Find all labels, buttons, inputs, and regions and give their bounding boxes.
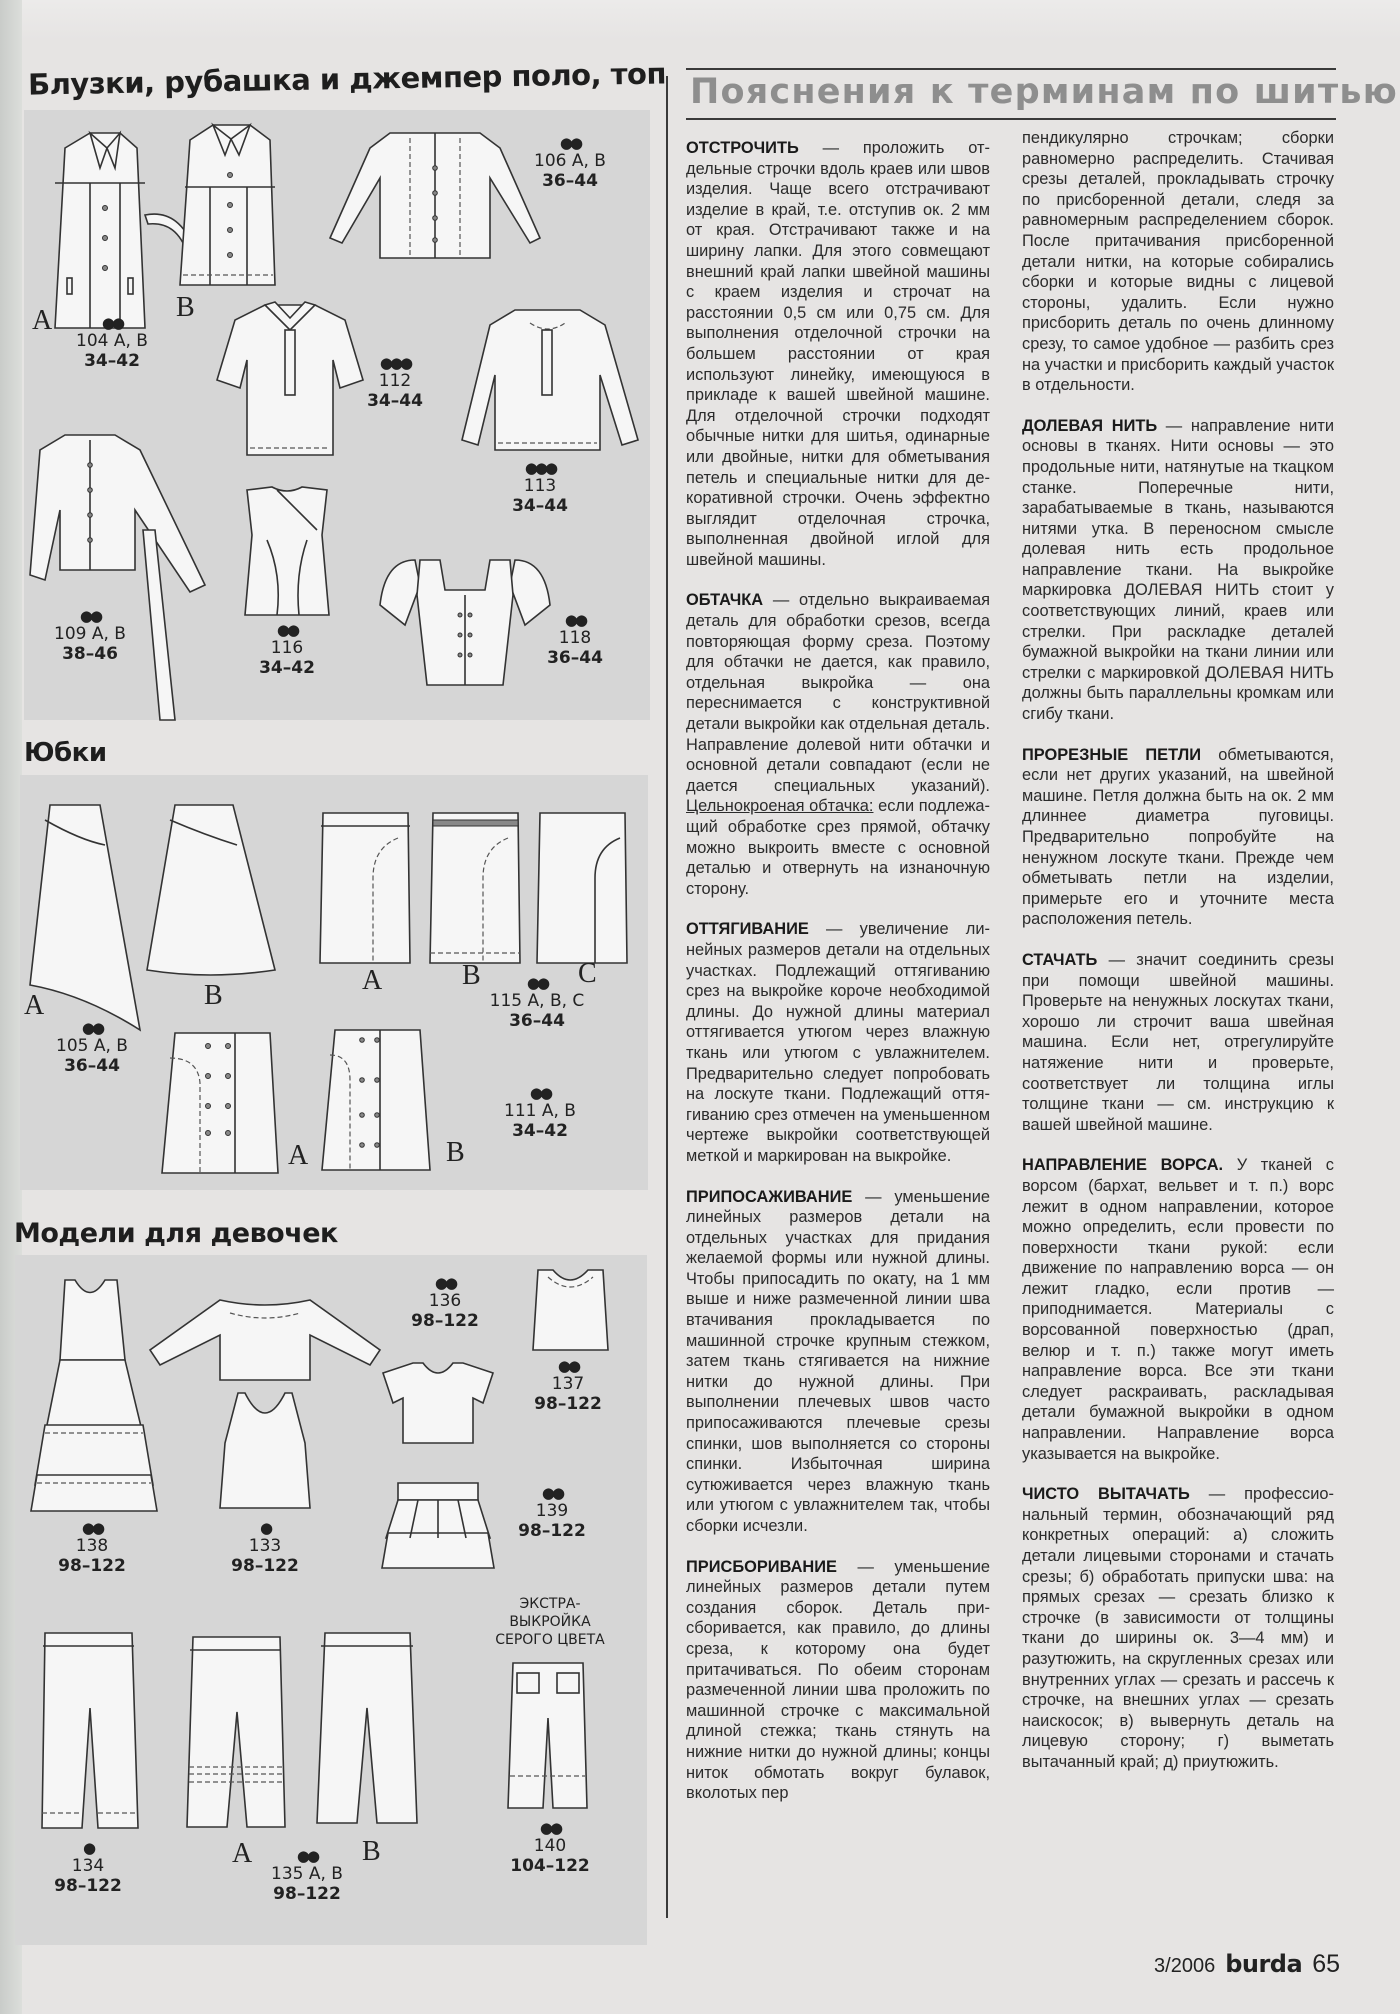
- difficulty-dots: ●●: [81, 1519, 103, 1537]
- model-number: 106 A, B: [534, 151, 606, 172]
- difficulty-dots: ●●: [529, 1084, 551, 1102]
- term: ПРИСБОРИВАНИЕ: [686, 1557, 837, 1576]
- title-rule-top: [686, 68, 1336, 70]
- model-label-140: [505, 1820, 595, 1876]
- definition: — уменьшение линейных размеров детали на отдельных участках для придания желаемой формы или нужной длины. Чтобы припосадить по окату, на 1 мм выше и ниже размеченной линии шва втачивания прокладывается по машинной строчке крупным стежком, затем ткань стягивается на нижние нитки до нужной длины. При выполнении плечевых швов часто припосаживаются плечевые срезы спинки, шов выполняется со стороны спинки. Избыточная ширина сутюживается через влажную ткань или утюгом с увлажнителем так, чтобы сборки исчезли.: [686, 1187, 990, 1535]
- model-number: 136: [428, 1291, 462, 1312]
- variant-letter-b: B: [176, 292, 195, 323]
- size-range: 34–42: [512, 1120, 568, 1141]
- definition: — увеличение линейных размеров детали на отдельных участках. Подлежащий оттягиванию срез на выкройке короче необходимой длины. До нужной длины материал оттягивается утюгом через влажную ткань или утюгом с увлажнителем. Предварительно следует попробовать на лоскуте ткани. Подлежащий оттягиванию срез отмечен на уменьшенном чертеже выкройки соответствующей меткой и маркирован на выкройке.: [686, 920, 990, 1165]
- page-number: 65: [1312, 1950, 1340, 1978]
- sketch-140: [505, 1658, 590, 1813]
- definition: обметываются, если нет других указаний, на швейной машине. Петля должна быть на ок. 2 мм длиннее диаметра пуговицы. Предварительно попробуйте на ненужном лоскуте ткани. Прежде чем обметывать петли на изделии, примерьте его и уточните места расположения петель.: [1022, 745, 1334, 929]
- term: ОТТЯГИВАНИЕ: [686, 920, 809, 939]
- term: ПРОРЕЗНЫЕ ПЕТЛИ: [1022, 745, 1201, 764]
- section-title-girls: Модели для девочек: [14, 1218, 338, 1249]
- sketch-136: [145, 1295, 385, 1385]
- model-label-112: [360, 355, 430, 411]
- variant-letter-b: B: [204, 980, 223, 1011]
- size-range: 98–122: [273, 1883, 341, 1904]
- model-number: 138: [75, 1536, 109, 1557]
- variant-letter-b: B: [462, 960, 481, 991]
- sketch-135a: [185, 1632, 290, 1832]
- size-range: 36–44: [547, 647, 603, 668]
- sketch-135b: [315, 1628, 425, 1828]
- sketch-105b: [145, 800, 285, 975]
- sketch-138: [25, 1275, 160, 1515]
- sketch-111b: [320, 1025, 435, 1175]
- glossary-entry: [1022, 950, 1334, 1135]
- model-number: 104 A, B: [76, 331, 148, 352]
- sketch-115b: [428, 808, 523, 968]
- variant-letter-a: A: [32, 305, 53, 336]
- model-number: 105 A, B: [56, 1036, 128, 1057]
- sketch-115c: [535, 808, 630, 968]
- model-number: 135 A, B: [271, 1864, 343, 1885]
- variant-letter-c: C: [578, 958, 597, 989]
- model-label-106: [520, 135, 620, 191]
- difficulty-dots: ●●: [79, 607, 101, 625]
- model-number: 111 A, B: [504, 1101, 576, 1122]
- section-title-skirts: Юбки: [24, 738, 107, 768]
- size-range: 98–122: [411, 1310, 479, 1331]
- sketch-139: [378, 1478, 498, 1573]
- definition: У тканей с ворсом (бархат, вельвет и т. п.) ворс лежит в одном направлении, которое можно определить, если провести по поверхности ткани рукой: если движение по направлению ворса — он лежит гладко, если против — приподнимается. Материалы с ворсованной поверхностью (драп, велюр и т. п.) также могут иметь направление ворса. Все эти ткани следует раскраивать, раскладывая детали бумажной выкройки в одном направлении. Направление ворса указывается на выкройке.: [1022, 1156, 1334, 1463]
- size-range: 36–44: [64, 1055, 120, 1076]
- sketch-112: [215, 300, 365, 460]
- difficulty-dots: ●●●: [379, 354, 411, 372]
- issue-number: 3/2006: [1154, 1955, 1216, 1977]
- glossary-title: Пояснения к терминам по шитью: [690, 72, 1398, 112]
- model-number: 139: [535, 1501, 569, 1522]
- difficulty-dots: ●●: [539, 1819, 561, 1837]
- model-label-118: [540, 612, 610, 668]
- term: ПРИПОСАЖИВАНИЕ: [686, 1187, 853, 1206]
- difficulty-dots: ●: [259, 1519, 271, 1537]
- glossary-entry: [686, 138, 990, 570]
- difficulty-dots: ●●●: [524, 459, 556, 477]
- model-label-104: [72, 315, 152, 371]
- difficulty-dots: ●●: [541, 1484, 563, 1502]
- model-label-133: [225, 1520, 305, 1576]
- glossary-entry: [1022, 745, 1334, 930]
- sketch-133: [210, 1388, 320, 1513]
- size-range: 34–44: [512, 495, 568, 516]
- definition: — значит соединить срезы при помощи швейной машины. Проверьте на ненужных лоскутах ткани, хорошо ли строчит ваша швейная машина. Если нет, отрегулируйте натяжение нити и проверьте, соответствует ли толщина иглы толщине ткани — см. инструкцию к вашей швейной машине.: [1022, 950, 1334, 1134]
- sketch-106: [330, 128, 540, 268]
- definition: — отдельно выкраиваемая деталь для обработки срезов, всегда повторяющая форму среза. Поэтому для обтачки не дается, как правило, отдельная выкройка — она переснимается с конструктивной детали выкройки как отдельная деталь. Направление долевой нити обтачки и основной детали совпадают (если не дается специальных указаний).: [686, 591, 990, 795]
- difficulty-dots: ●●: [557, 1357, 579, 1375]
- glossary-entry: [686, 1557, 990, 1804]
- term: ЧИСТО ВЫТАЧАТЬ: [1022, 1485, 1190, 1504]
- sketch-104b: [175, 125, 285, 290]
- underlined-subterm: Цельнокроеная обтачка:: [686, 797, 874, 816]
- glossary-entry: [1022, 1484, 1334, 1772]
- variant-letter-b: B: [362, 1836, 381, 1867]
- sketch-girls-top: [378, 1358, 498, 1448]
- model-label-109: [45, 608, 135, 664]
- model-label-116: [252, 622, 322, 678]
- definition: если подлежащий обработке срез прямой, обтачку можно выкроить вместе с основной деталью и отвернуть на изнаночную сторону.: [686, 797, 990, 898]
- difficulty-dots: ●●: [276, 621, 298, 639]
- size-range: 104–122: [510, 1855, 590, 1876]
- model-label-137: [528, 1358, 608, 1414]
- sketch-109: [30, 430, 210, 720]
- glossary-entry: [1022, 416, 1334, 725]
- size-range: 98–122: [231, 1555, 299, 1576]
- size-range: 34–44: [367, 390, 423, 411]
- definition: — проложить отдельные строчки вдоль краев или швов изделия. Чаще всего отстрачивают изделие в край, т.е. отступив ок. 2 мм от края. Отстрачивают также и на ширину лапки. Для этого совмещают внешний край лапки швейной машины с краем изделия и строчат на расстоянии 0,5 см или 0,75 см. Для выполнения отделочной строчки на большем расстоянии от края используют линейку, имеющуюся в прикладе к вашей швейной машине. Для отделочной строчки подходят обычные нитки для шитья, одинарные или двойные, нитки для обметывания петель и специальные нитки для декоративной строчки. Очень эффектно выглядит отделочная строчка, выполненная двойной иглой для швейной машины.: [686, 139, 990, 569]
- size-range: 34–42: [259, 657, 315, 678]
- sketch-137: [528, 1265, 613, 1355]
- model-number: 134: [71, 1856, 105, 1877]
- model-label-139: [512, 1485, 592, 1541]
- difficulty-dots: ●●: [559, 134, 581, 152]
- column-divider: [666, 76, 668, 1918]
- difficulty-dots: ●●: [564, 611, 586, 629]
- sketch-118: [375, 555, 555, 695]
- sketch-113: [460, 305, 640, 455]
- term: ОБТАЧКА: [686, 591, 764, 610]
- term: СТАЧАТЬ: [1022, 950, 1098, 969]
- definition: — уменьшение линейных размеров детали путем создания сборок. Деталь присборивается, как правило, до длины среза, к которому она будет притачиваться. По обеим сторонам размеченной линии шва проложить по машинной строчке с максимальной длиной стежка; ткань стянуть на нижние нитки до нужной длины; концы ниток обмотать вокруг булавок, вколотых пер: [686, 1557, 990, 1803]
- extra-note-line: СЕРОГО ЦВЕТА: [495, 1632, 605, 1649]
- term: ДОЛЕВАЯ НИТЬ: [1022, 416, 1158, 435]
- model-label-134: [48, 1840, 128, 1896]
- sketch-134: [40, 1628, 140, 1833]
- model-label-113: [505, 460, 575, 516]
- page-top-margin: [22, 0, 1400, 40]
- glossary-entry: [686, 919, 990, 1166]
- page-footer: [1154, 1950, 1340, 1979]
- difficulty-dots: ●●: [81, 1019, 103, 1037]
- model-number: 137: [551, 1374, 585, 1395]
- variant-letter-a: A: [24, 990, 45, 1021]
- glossary-entry: [686, 590, 990, 899]
- sketch-115a: [318, 808, 413, 968]
- section-title-blouses: Блузки, рубашка и джемпер поло, топ: [27, 56, 667, 102]
- difficulty-dots: ●●: [526, 974, 548, 992]
- extra-note-line: ВЫКРОЙКА: [509, 1614, 591, 1631]
- difficulty-dots: ●: [82, 1839, 94, 1857]
- model-number: 133: [248, 1536, 282, 1557]
- model-number: 115 A, B, C: [489, 991, 585, 1012]
- sketch-111a: [160, 1028, 280, 1178]
- model-label-136: [405, 1275, 485, 1331]
- glossary-entry: [1022, 1155, 1334, 1464]
- variant-letter-a: A: [362, 965, 383, 996]
- size-range: 98–122: [54, 1875, 122, 1896]
- variant-letter-a: A: [232, 1838, 253, 1869]
- size-range: 98–122: [518, 1520, 586, 1541]
- size-range: 36–44: [509, 1010, 565, 1031]
- size-range: 98–122: [58, 1555, 126, 1576]
- model-label-105: [52, 1020, 132, 1076]
- definition: — профессиональный термин, обозначающий ряд конкретных операций: а) сложить детали лицевыми сторонами и стачать срезы; б) обработать припуски шва: на прямых срезах — срезать близко к строчке (в зависимости от толщины ткани до ширины ок. 3—4 мм) и разутюжить, на скругленных срезах или внутренних углах — срезать и рассечь к строчке, на внешних углах — срезать наискосок; в) вывернуть деталь на лицевую сторону; г) выметать вытачанный край; д) приутюжить.: [1022, 1485, 1334, 1771]
- variant-letter-b: B: [446, 1137, 465, 1168]
- size-range: 38–46: [62, 643, 118, 664]
- size-range: 36–44: [542, 170, 598, 191]
- model-label-138: [52, 1520, 132, 1576]
- extra-note-line: ЭКСТРА-: [519, 1596, 581, 1612]
- brand-logo: burda: [1225, 1950, 1303, 1978]
- glossary-entry: [1022, 128, 1334, 396]
- difficulty-dots: ●●: [296, 1847, 318, 1865]
- model-number: 112: [378, 371, 412, 392]
- model-label-111: [500, 1085, 580, 1141]
- definition-continued: пендикулярно строчкам; сборки равномерно распределить. Стачивая срезы деталей, прокладывать строчку по присборенной детали, следя за равномерным распределением сборок. После притачивания присборенной детали нитки, на которые собирались сборки и которые видны с лицевой стороны, удалить. Если нужно присборить деталь по очень длинному срезу, то самое удобное — разбить срез на участки и присборить каждый участок в отдельности.: [1022, 129, 1334, 395]
- term: ОТСТРОЧИТЬ: [686, 139, 799, 157]
- model-label-115: [482, 975, 592, 1031]
- size-range: 34–42: [84, 350, 140, 371]
- term: НАПРАВЛЕНИЕ ВОРСА.: [1022, 1156, 1224, 1175]
- glossary-column-2: [1022, 128, 1334, 1793]
- extra-pattern-note: [490, 1595, 610, 1650]
- variant-letter-a: A: [288, 1140, 309, 1171]
- difficulty-dots: ●●: [101, 314, 123, 332]
- model-number: 118: [558, 628, 592, 649]
- definition: — направление нити основы в тканях. Нити основы — это продольные нити, натянутые на ткацком станке. Поперечные нити, зарабатываемые в ткань, называются нитями утка. В переносном смысле долевая нить есть продольное направление ткани. На выкройке маркировка ДОЛЕВАЯ НИТЬ стоит у соответствующих линий, краев или стрелки. При раскладке деталей бумажной выкройки на ткани линии или стрелки с маркировкой ДОЛЕВАЯ НИТЬ должны быть параллельны кромкам или сгибу ткани.: [1022, 416, 1334, 724]
- glossary-column-1: [686, 138, 990, 1824]
- model-number: 113: [523, 476, 557, 497]
- model-number: 109 A, B: [54, 624, 126, 645]
- glossary-entry: [686, 1187, 990, 1537]
- title-rule-bottom: [686, 118, 1336, 120]
- model-label-135: [262, 1848, 352, 1904]
- model-number: 116: [270, 638, 304, 659]
- sketch-116: [237, 485, 337, 620]
- difficulty-dots: ●●: [434, 1274, 456, 1292]
- size-range: 98–122: [534, 1393, 602, 1414]
- model-number: 140: [533, 1836, 567, 1857]
